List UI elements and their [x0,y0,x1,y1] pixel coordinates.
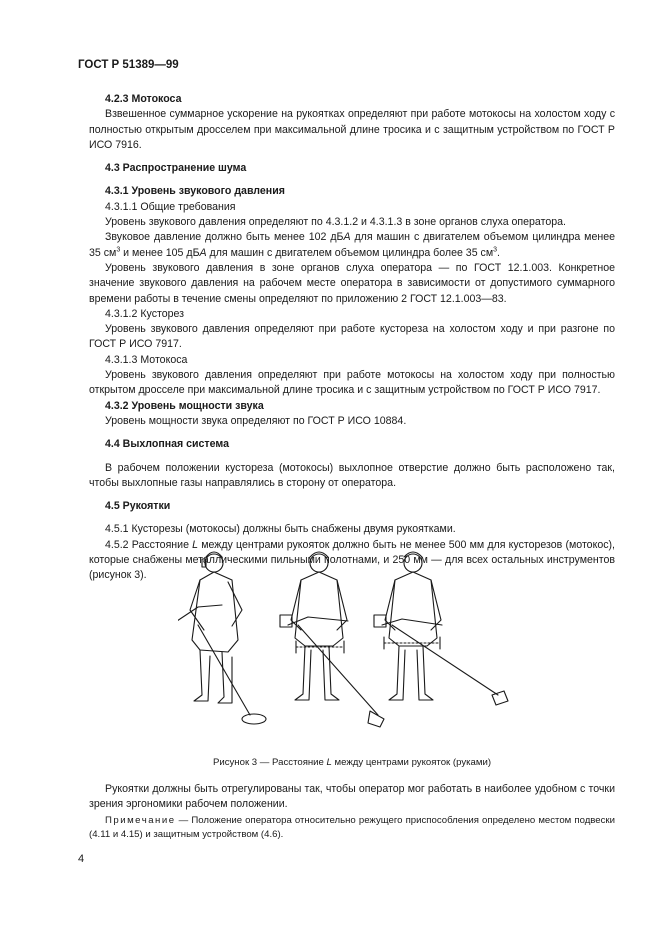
paragraph: Звуковое давление должно быть менее 102 дБА для машин с двигателем объемом цилиндра менее 35 $см^3$ и менее 105 дБА для машин с двигателем объемом цилиндра более 35 $см^3$. [89,231,615,259]
paragraph: Уровень звукового давления определяют по 4.3.1.2 и 4.3.1.3 в зоне органов слуха оператора. [105,216,566,229]
note-text: — Положение оператора относительно режущего приспособления определено местом подвески (4.11 и 4.15) и защитным устройством (4.6). [89,815,615,840]
spacer [89,153,615,161]
page-number: 4 [78,853,85,865]
paragraph: Уровень мощности звука определяют по ГОСТ Р ИСО 10884. [105,414,407,427]
section-heading: 4.4 Выхлопная система [105,438,229,451]
operator-figure-middle [280,552,384,727]
paragraph: Уровень звукового давления в зоне органов слуха оператора — по ГОСТ 12.1.003. Конкретное значение звукового давления на рабочем месте оператора в зависимости от допустимого суммарного времени работы в течение смены определяют по приложению 2 ГОСТ 12.1.003—83. [89,261,615,305]
paragraph: 4.3.1.2 Кусторез [105,307,185,320]
spacer [89,514,615,522]
paragraph: Уровень звукового давления определяют при работе кустореза на холостом ходу и при разгоне по ГОСТ Р ИСО 7917. [89,323,615,351]
section-heading: 4.5 Рукоятки [105,500,171,513]
document-body [89,92,615,584]
note-paragraph [89,814,615,842]
section-heading: 4.2.3 Мотокоса [105,93,182,105]
paragraph-handles-adjustment: Рукоятки должны быть отрегулированы так, чтобы оператор мог работать в наиболее удобном с точки зрения эргономики рабочем положении. [89,783,615,811]
paragraph: 4.3.1.3 Мотокоса [105,353,188,366]
note-label: Примечание [105,815,176,826]
paragraph: 4.5.2 Расстояние L между центрами рукояток должно быть не менее 500 мм для кусторезов (мотокос), которые снабжены металлическими пильными полотнами, и 250 мм — для всех остальных инструментов (рисунок 3). [89,538,615,582]
figure-3-illustration [178,545,598,745]
section-heading: 4.3.1 Уровень звукового давления [105,185,285,198]
section-heading: 4.3 Распространение шума [105,162,247,175]
spacer [89,176,615,184]
spacer [89,453,615,461]
spacer [89,429,615,437]
operator-figure-right [374,552,508,705]
paragraph: В рабочем положении кустореза (мотокосы) выхлопное отверстие должно быть расположено так, чтобы выхлопные газы направлялись в сторону от оператора. [89,461,615,489]
paragraph: 4.3.1.1 Общие требования [105,200,236,213]
paragraph: Уровень звукового давления определяют при работе мотокосы на холостом ходу при полностью открытом дросселе при максимальной длине тросика и с защитным устройством по ГОСТ Р ИСО 7917. [89,369,615,397]
paragraph: Взвешенное суммарное ускорение на рукоятках определяют при работе мотокосы на холостом ходу с полностью открытым дросселем при максимальной длине тросика и с защитным устройством по ГОСТ Р ИСО 7916. [89,108,615,151]
paragraph: 4.5.1 Кусторезы (мотокосы) должны быть снабжены двумя рукоятками. [105,523,456,536]
document-header: ГОСТ Р 51389—99 [78,59,179,71]
spacer [89,491,615,499]
figure-3-caption: Рисунок 3 — Расстояние L между центрами рукояток (руками) [212,757,492,768]
operator-figure-left [178,552,266,724]
section-heading: 4.3.2 Уровень мощности звука [105,399,264,412]
